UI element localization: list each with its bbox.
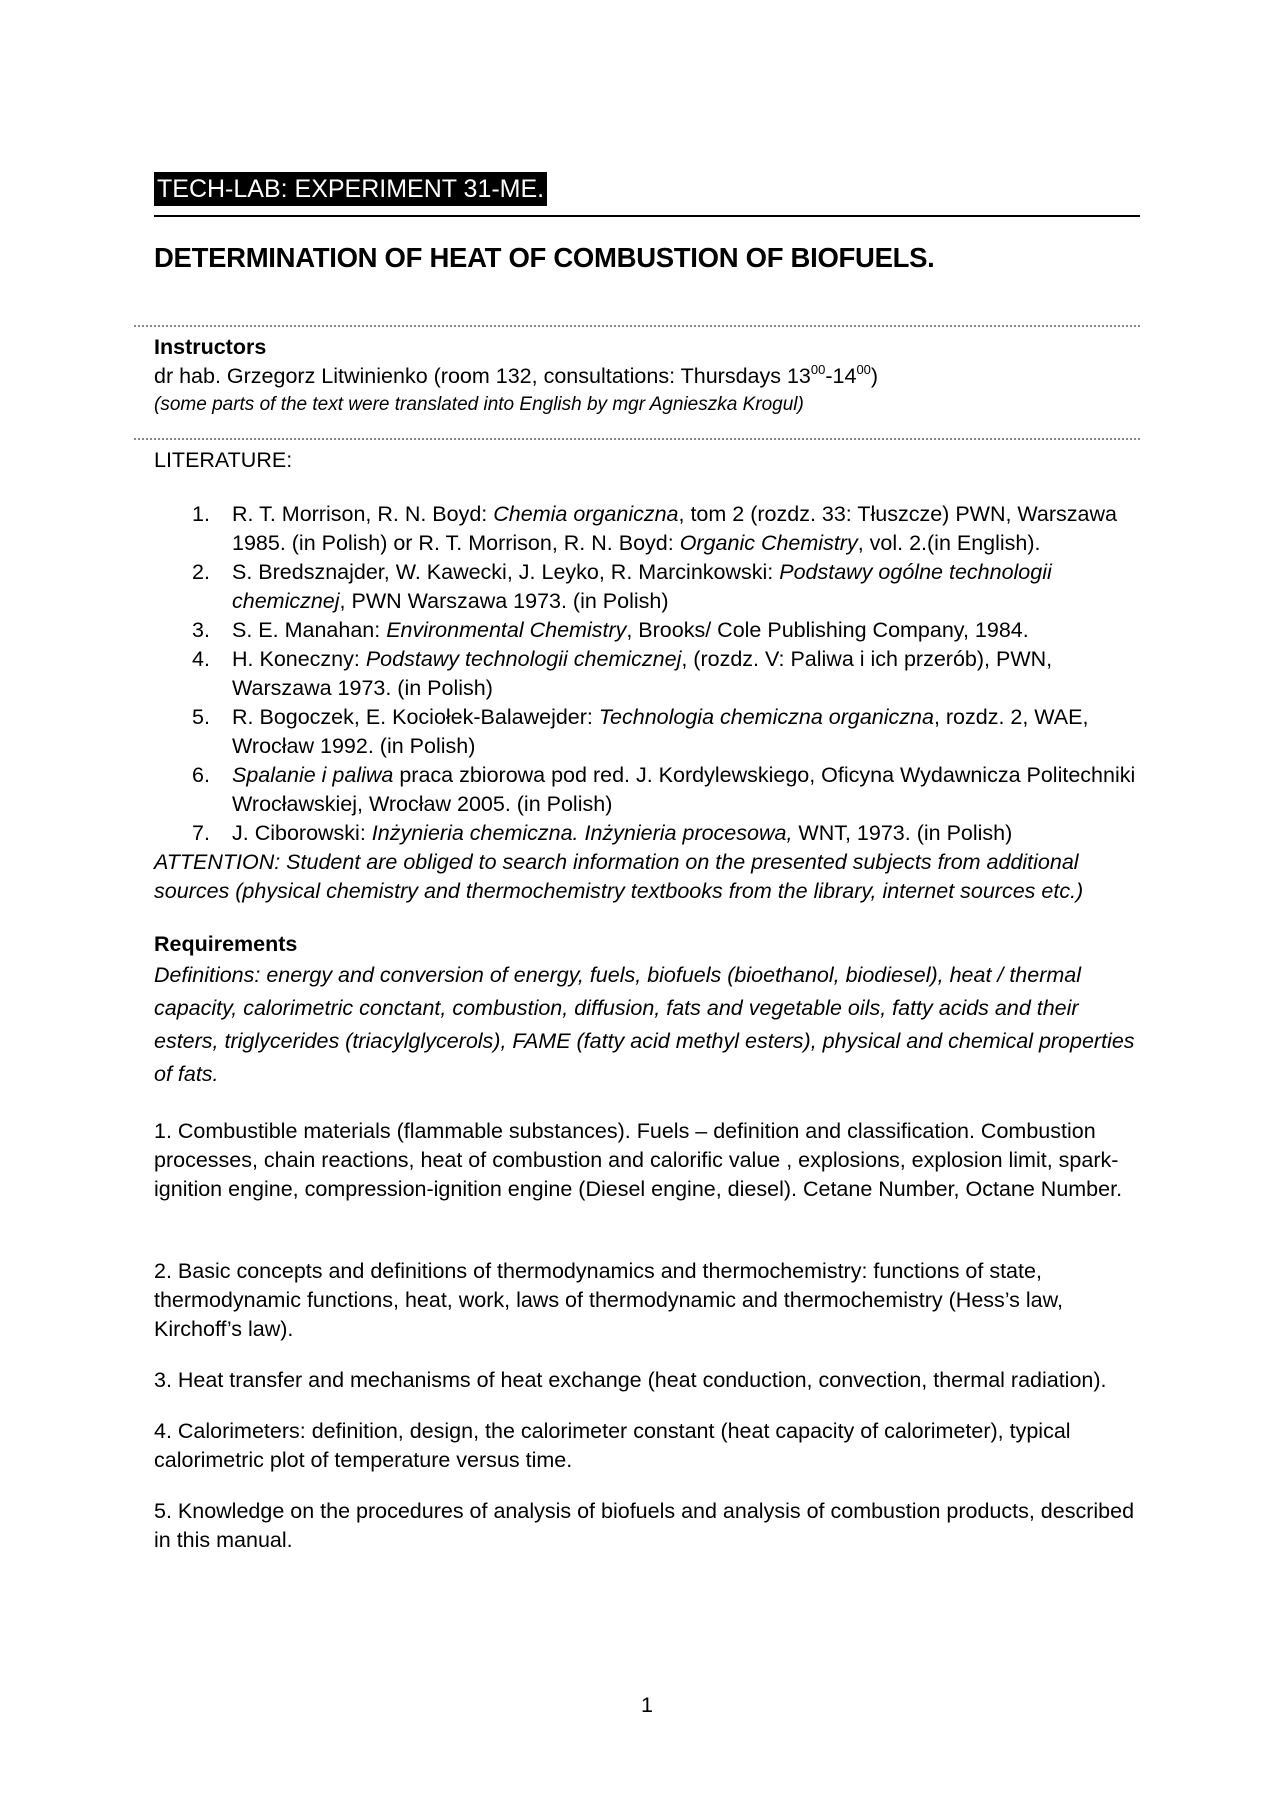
title-rule: [154, 215, 1140, 217]
requirement-point: 1. Combustible materials (flammable substances). Fuels – definition and classification. Combustion processes, chain reactions, heat of combustion and calorific value , explosions, explosion limit, spark-ignition engine, compression-ignition engine (Diesel engine, diesel). Cetane Number, Octane Number.: [154, 1119, 1123, 1201]
translation-note: (some parts of the text were translated into English by mgr Agnieszka Krogul): [154, 394, 804, 415]
experiment-tag: TECH-LAB: EXPERIMENT 31-ME.: [154, 172, 547, 206]
literature-item: 2. S. Bredsznajder, W. Kawecki, J. Leyko, R. Marcinkowski: Podstawy ogólne technologii chemicznej, PWN Warszawa 1973. (in Polish): [192, 560, 1052, 613]
requirements-heading: Requirements: [154, 932, 298, 956]
literature-item: 5. R. Bogoczek, E. Kociołek-Balawejder: Technologia chemiczna organiczna, rozdz. 2, WAE, Wrocław 1992. (in Polish): [192, 705, 1089, 758]
page-number: 1: [641, 1693, 653, 1717]
document-title: DETERMINATION OF HEAT OF COMBUSTION OF BIOFUELS.: [154, 242, 935, 273]
literature-list: [154, 500, 1140, 848]
dotted-divider-bottom: [134, 438, 1140, 440]
instructors-section: [154, 333, 1140, 418]
literature-heading: LITERATURE:: [154, 448, 293, 472]
attention-note: ATTENTION: Student are obliged to search information on the presented subjects from additional sources (physical chemistry and thermochemistry textbooks from the library, internet sources etc.): [154, 850, 1084, 903]
literature-section: [154, 500, 1140, 906]
literature-item: 7. J. Ciborowski: Inżynieria chemiczna. Inżynieria procesowa, WNT, 1973. (in Polish): [192, 821, 1013, 845]
instructors-heading: Instructors: [154, 335, 267, 359]
instructor-name: dr hab. Grzegorz Litwinienko (room 132, consultations: Thursdays $13^{00}-14^{00}$): [154, 362, 879, 388]
literature-item: 4. H. Koneczny: Podstawy technologii chemicznej, (rozdz. V: Paliwa i ich przerób), PWN, Warszawa 1973. (in Polish): [192, 647, 1053, 700]
requirement-point: 4. Calorimeters: definition, design, the calorimeter constant (heat capacity of calorimeter), typical calorimetric plot of temperature versus time.: [154, 1419, 1071, 1472]
literature-item: 3. S. E. Manahan: Environmental Chemistry, Brooks/ Cole Publishing Company, 1984.: [192, 618, 1029, 642]
literature-item: 1. R. T. Morrison, R. N. Boyd: Chemia organiczna, tom 2 (rozdz. 33: Tłuszcze) PWN, Warszawa 1985. (in Polish) or R. T. Morrison, R. N. Boyd: Organic Chemistry, vol. 2.(in English).: [192, 502, 1117, 555]
requirement-point: 3. Heat transfer and mechanisms of heat exchange (heat conduction, convection, thermal radiation).: [154, 1368, 1107, 1392]
requirement-point: 2. Basic concepts and definitions of thermodynamics and thermochemistry: functions of state, thermodynamic functions, heat, work, laws of thermodynamic and thermochemistry (Hess’s law, Kirchoff’s law).: [154, 1259, 1063, 1341]
literature-item: 6. Spalanie i paliwa praca zbiorowa pod red. J. Kordylewskiego, Oficyna Wydawnicza Politechniki Wrocławskiej, Wrocław 2005. (in Polish): [192, 763, 1136, 816]
requirements-section: [154, 930, 1140, 1091]
requirement-point: 5. Knowledge on the procedures of analysis of biofuels and analysis of combustion products, described in this manual.: [154, 1499, 1135, 1552]
dotted-divider-top: [134, 325, 1140, 327]
requirements-definitions: Definitions: energy and conversion of energy, fuels, biofuels (bioethanol, biodiesel), heat / thermal capacity, calorimetric conctant, combustion, diffusion, fats and vegetable oils, fatty acids and their esters, triglycerides (triacylglycerols), FAME (fatty acid methyl esters), physical and chemical properties of fats.: [154, 963, 1135, 1086]
